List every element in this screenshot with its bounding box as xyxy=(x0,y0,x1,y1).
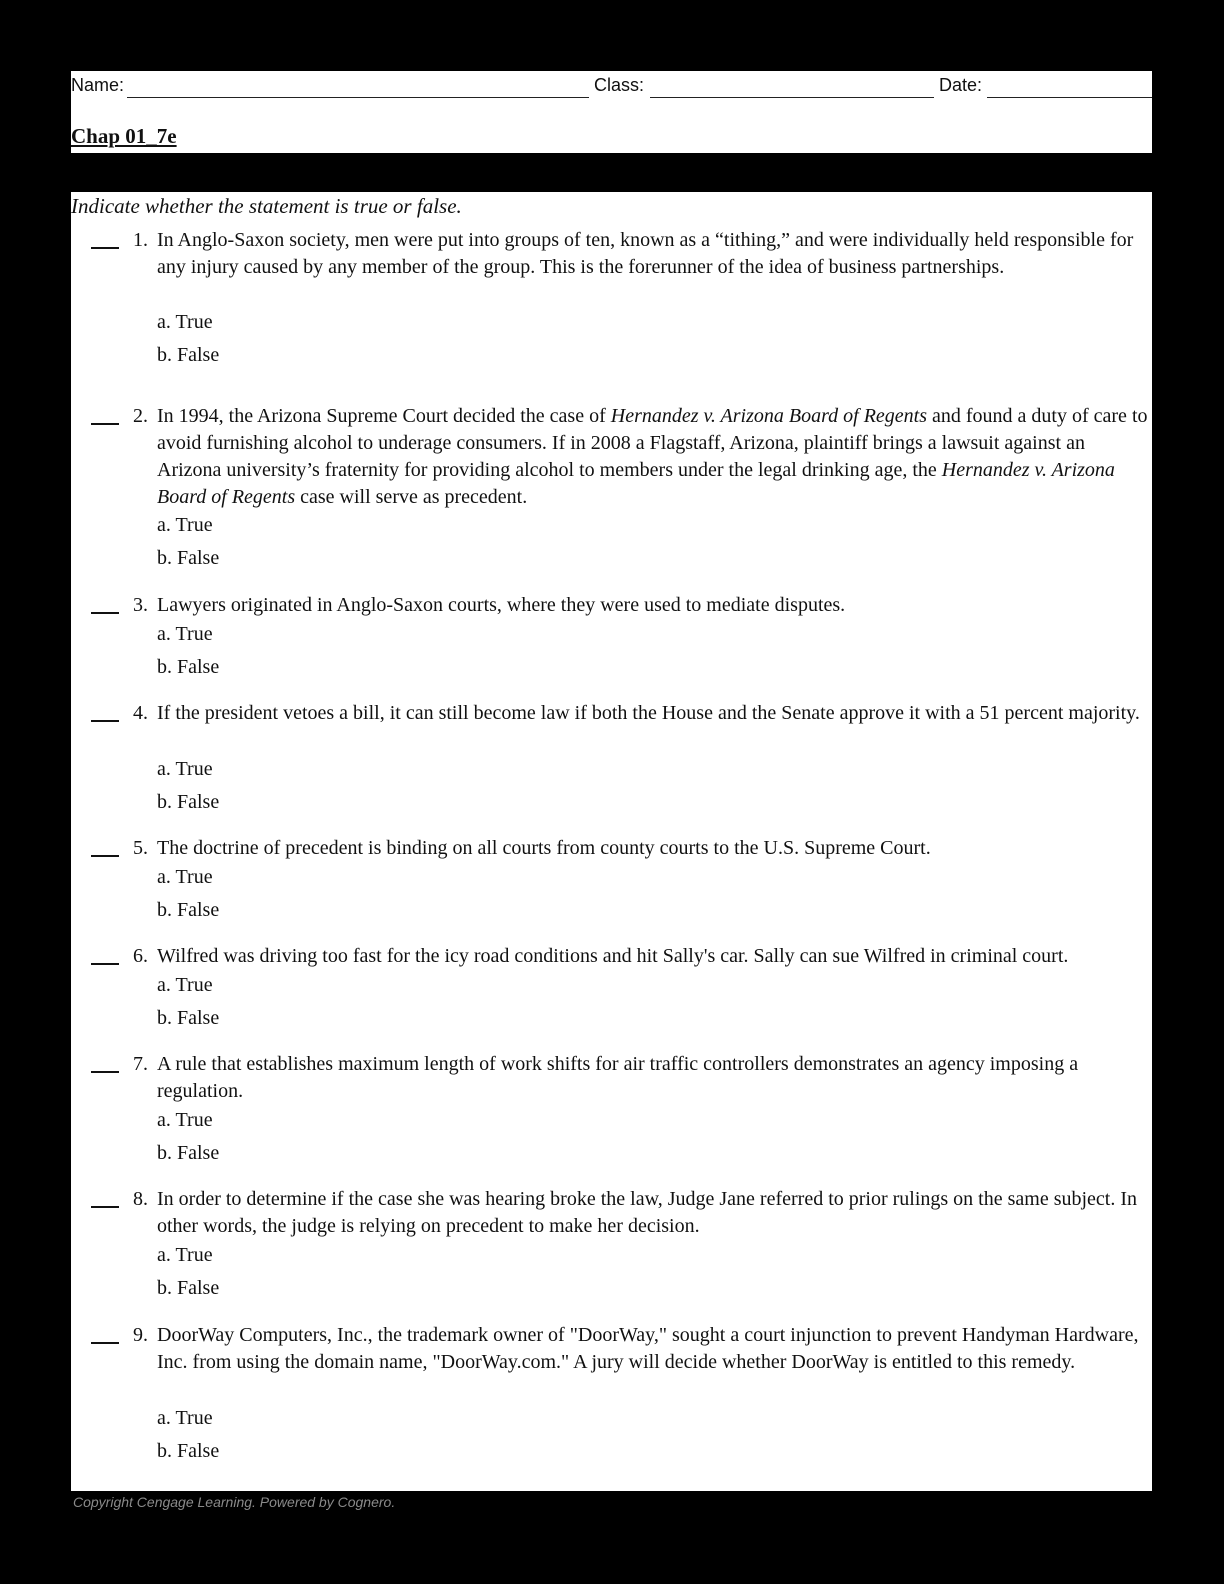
student-info-row xyxy=(71,74,1152,100)
question-text-part: In 1994, the Arizona Supreme Court decided the case of xyxy=(157,405,611,427)
answer-blank[interactable] xyxy=(91,423,119,425)
question-text xyxy=(157,403,1152,511)
question-number: 3. xyxy=(133,594,148,616)
option-false: b. False xyxy=(157,1440,220,1462)
question-text: If the president vetoes a bill, it can still become law if both the House and the Senate approve it with a 51 percent majority. xyxy=(157,702,1140,724)
question-number: 6. xyxy=(133,945,148,967)
option-true: a. True xyxy=(157,1244,213,1266)
option-false: b. False xyxy=(157,1277,220,1299)
question-number: 5. xyxy=(133,837,148,859)
chapter-title: Chap 01_7e xyxy=(71,124,177,148)
name-line[interactable] xyxy=(127,97,589,98)
answer-blank[interactable] xyxy=(91,1342,119,1344)
option-true: a. True xyxy=(157,1109,213,1131)
class-line[interactable] xyxy=(650,97,934,98)
worksheet-header xyxy=(71,71,1152,153)
question-number: 2. xyxy=(133,405,148,427)
question-number: 9. xyxy=(133,1324,148,1346)
question-text: In order to determine if the case she was hearing broke the law, Judge Jane referred to prior rulings on the same subject. In other words, the judge is relying on precedent to make her decision. xyxy=(157,1188,1138,1237)
option-false: b. False xyxy=(157,1007,220,1029)
option-true: a. True xyxy=(157,758,213,780)
answer-blank[interactable] xyxy=(91,1071,119,1073)
answer-blank[interactable] xyxy=(91,612,119,614)
class-label: Class: xyxy=(594,75,645,95)
option-true: a. True xyxy=(157,974,213,996)
option-true: a. True xyxy=(157,311,213,333)
question-text: A rule that establishes maximum length of work shifts for air traffic controllers demonstrates an agency imposing a regulation. xyxy=(157,1053,1079,1102)
answer-blank[interactable] xyxy=(91,247,119,249)
question-text: Wilfred was driving too fast for the icy road conditions and hit Sally's car. Sally can sue Wilfred in criminal court. xyxy=(157,945,1069,967)
question-number: 1. xyxy=(133,229,148,251)
question-text: In Anglo-Saxon society, men were put into groups of ten, known as a “tithing,” and were individually held responsible for any injury caused by any member of the group. This is the forerunner of the idea of business partnerships. xyxy=(157,229,1134,278)
case-name-italic: Hernandez v. Arizona Board of Regents xyxy=(157,459,1115,508)
class-field[interactable] xyxy=(594,74,934,98)
date-line[interactable] xyxy=(987,97,1152,98)
option-true: a. True xyxy=(157,866,213,888)
option-true: a. True xyxy=(157,514,213,536)
answer-blank[interactable] xyxy=(91,963,119,965)
question-number: 8. xyxy=(133,1188,148,1210)
question-text: The doctrine of precedent is binding on all courts from county courts to the U.S. Supreme Court. xyxy=(157,837,931,859)
answer-blank[interactable] xyxy=(91,720,119,722)
option-false: b. False xyxy=(157,547,220,569)
question-text: Lawyers originated in Anglo-Saxon courts, where they were used to mediate disputes. xyxy=(157,594,846,616)
option-false: b. False xyxy=(157,344,220,366)
instructions: Indicate whether the statement is true or false. xyxy=(71,194,462,218)
question-section xyxy=(71,192,1152,1491)
answer-blank[interactable] xyxy=(91,1206,119,1208)
question-number: 4. xyxy=(133,702,148,724)
date-field[interactable] xyxy=(939,74,1152,98)
option-true: a. True xyxy=(157,623,213,645)
question-text-part: and found a duty of care to avoid furnishing alcohol to underage consumers. If in 2008 a Flagstaff, Arizona, plaintiff brings a lawsuit against an Arizona university’s fraternity for providing alcohol to members under the legal drinking age, the xyxy=(157,405,1148,481)
option-false: b. False xyxy=(157,791,220,813)
option-true: a. True xyxy=(157,1407,213,1429)
copyright-footer: Copyright Cengage Learning. Powered by Cognero. xyxy=(73,1494,396,1510)
question-number: 7. xyxy=(133,1053,148,1075)
option-false: b. False xyxy=(157,656,220,678)
date-label: Date: xyxy=(939,75,983,95)
name-field[interactable] xyxy=(71,74,589,98)
option-false: b. False xyxy=(157,1142,220,1164)
case-name-italic: Hernandez v. Arizona Board of Regents xyxy=(610,405,928,427)
answer-blank[interactable] xyxy=(91,855,119,857)
name-label: Name: xyxy=(71,75,125,95)
question-text-part: case will serve as precedent. xyxy=(295,486,528,508)
option-false: b. False xyxy=(157,899,220,921)
question-text: DoorWay Computers, Inc., the trademark owner of "DoorWay," sought a court injunction to prevent Handyman Hardware, Inc. from using the domain name, "DoorWay.com." A jury will decide whether DoorWay is entitled to this remedy. xyxy=(157,1324,1139,1373)
